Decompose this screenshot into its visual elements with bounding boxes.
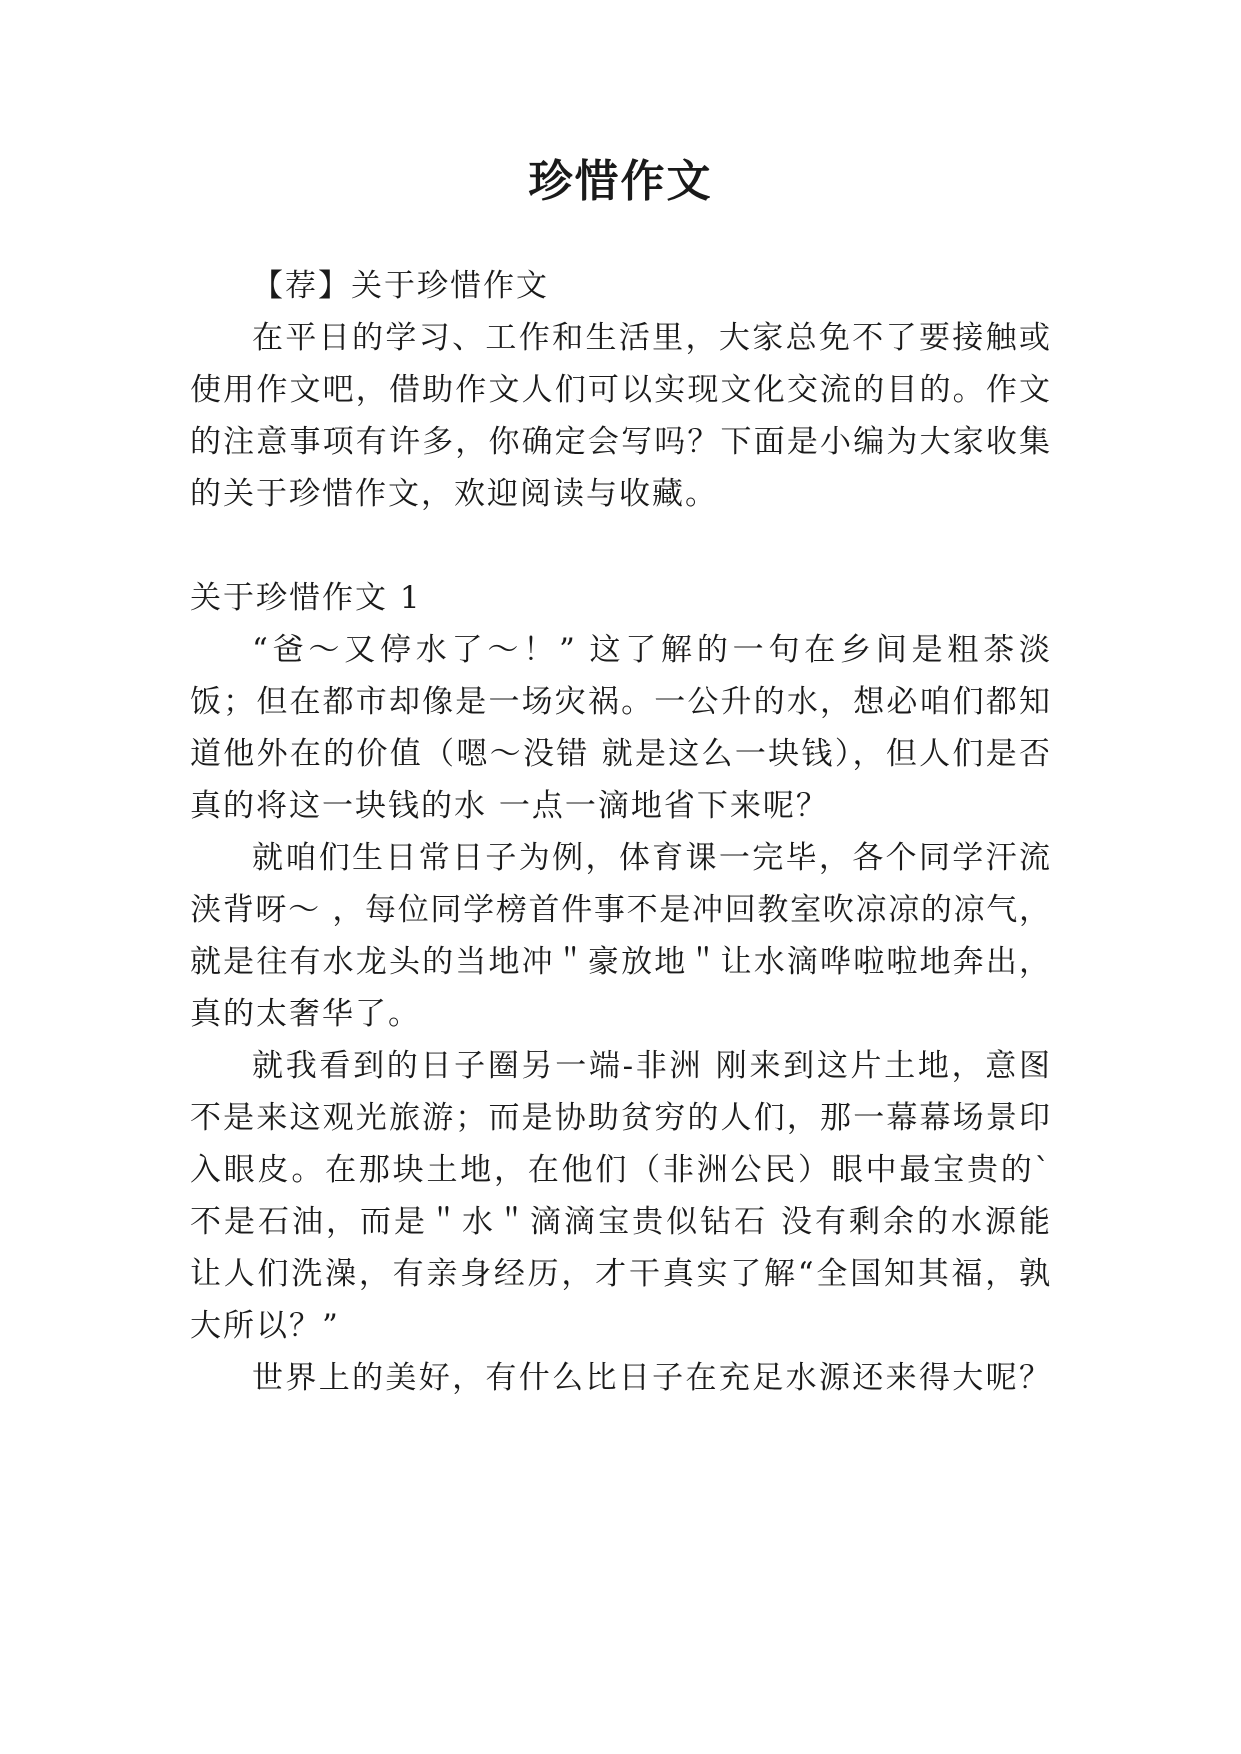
intro-line-4: 的关于珍惜作文，欢迎阅读与收藏。 — [190, 476, 718, 512]
para2-line-4: 真的太奢华了。 — [190, 996, 421, 1032]
para4-line-1: 世界上的美好，有什么比日子在充足水源还来得大呢？ — [252, 1360, 1050, 1396]
intro-line-1: 在平日的学习、工作和生活里，大家总免不了要接触或 — [252, 320, 1050, 356]
para1-line-3: 道他外在的价值（嗯～没错 就是这么一块钱），但人们是否 — [190, 736, 1050, 772]
section-heading-1: 关于珍惜作文 1 — [190, 580, 422, 616]
para3-line-4: 不是石油，而是＂水＂滴滴宝贵似钻石 没有剩余的水源能 — [190, 1204, 1050, 1240]
para2-line-1: 就咱们生日常日子为例，体育课一完毕，各个同学汗流 — [252, 840, 1050, 876]
intro-line-2: 使用作文吧，借助作文人们可以实现文化交流的目的。作文 — [190, 372, 1050, 408]
para2-line-3: 就是往有水龙头的当地冲＂豪放地＂让水滴哗啦啦地奔出， — [190, 944, 1050, 980]
para3-line-2: 不是来这观光旅游；而是协助贫穷的人们，那一幕幕场景印 — [190, 1100, 1050, 1136]
para3-line-6: 大所以？” — [190, 1308, 340, 1344]
para3-line-3: 入眼皮。在那块土地，在他们（非洲公民）眼中最宝贵的` — [190, 1152, 1050, 1188]
para3-line-5: 让人们洗澡，有亲身经历，才干真实了解“全国知其福，孰 — [190, 1256, 1050, 1292]
para2-line-2: 浃背呀～ ，每位同学榜首件事不是冲回教室吹凉凉的凉气， — [190, 892, 1050, 928]
intro-line-3: 的注意事项有许多，你确定会写吗？下面是小编为大家收集 — [190, 424, 1050, 460]
para1-line-1: “爸～又停水了～！” 这了解的一句在乡间是粗茶淡 — [252, 632, 1050, 668]
para1-line-2: 饭；但在都市却像是一场灾祸。一公升的水，想必咱们都知 — [190, 684, 1050, 720]
para3-line-1: 就我看到的日子圈另一端-非洲 刚来到这片土地，意图 — [252, 1048, 1050, 1084]
para1-line-4: 真的将这一块钱的水 一点一滴地省下来呢？ — [190, 788, 829, 824]
document-title: 珍惜作文 — [528, 156, 713, 207]
recommend-heading: 【荐】关于珍惜作文 — [252, 268, 549, 304]
